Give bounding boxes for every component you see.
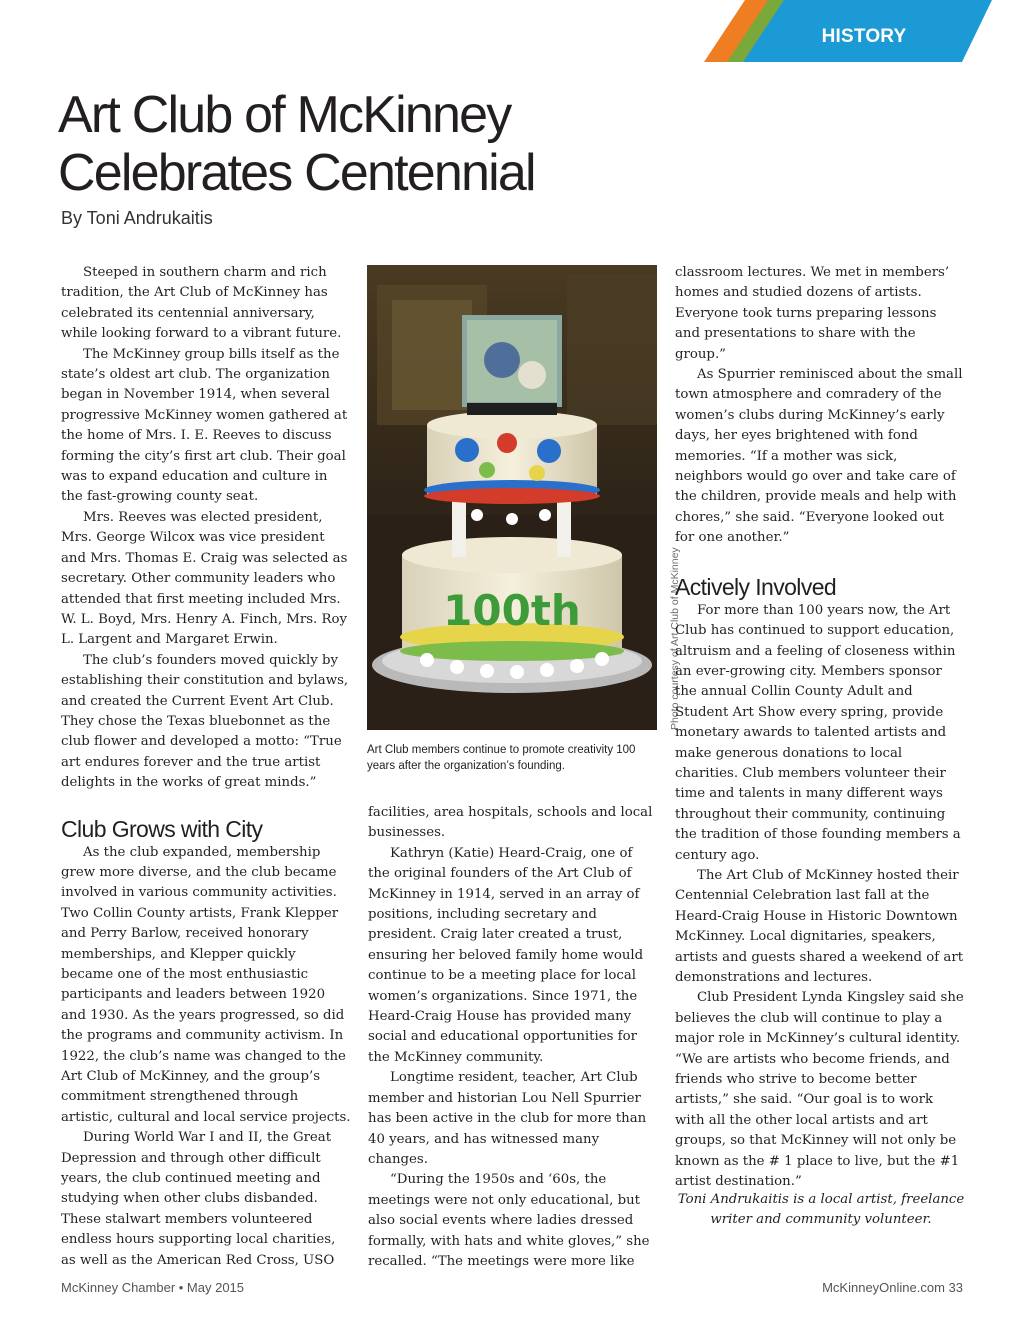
title-line-1: Art Club of McKinney xyxy=(58,86,511,144)
paragraph: Mrs. Reeves was elected president, Mrs. George Wilcox was vice president and Mrs. Thomas E. Craig was selected as secretary. Other community leaders who attended that first meeting included Mrs. W. L. Boyd, Mrs. Henry A. Finch, Mrs. Roy L. Largent and Margaret Erwin. xyxy=(61,509,348,648)
paragraph: For more than 100 years now, the Art Club has continued to support education, altruism and a feeling of closeness within an ever-growing city. Members sponsor the annual Collin County Adult and Student Art Show every spring, provide monetary awards to talented artists and make generous donations to local charities. Club members volunteer their time and talents in many different ways throughout their community, continuing the tradition of those founding members a century ago. xyxy=(675,602,961,863)
paragraph: classroom lectures. We met in members’ homes and studied dozens of artists. Everyone took turns preparing lessons and presentations to share with the group.” xyxy=(675,265,950,362)
paragraph: During World War I and II, the Great Depression and through other difficult years, the club continued meeting and studying when other clubs disbanded. These stalwart members volunteered endless hours supporting local charities, as well as the American Red Cross, USO xyxy=(61,1130,336,1268)
subheading-actively-involved: Actively Involved xyxy=(675,573,837,600)
paragraph: Kathryn (Katie) Heard-Craig, one of the original founders of the Art Club of McKinney in 1914, served in an array of positions, including secretary and president. Craig later created a trust, ensuring her beloved family home would continue to be a meeting place for local women’s organizations. Since 1971, the Heard-Craig House has provided many social and educational opportunities for the McKinney community. xyxy=(368,845,644,1065)
paragraph: facilities, area hospitals, schools and local businesses. xyxy=(368,805,653,841)
column-1 xyxy=(61,263,351,1271)
paragraph: As the club expanded, membership grew more diverse, and the club became involved in various community activities. Two Collin County artists, Frank Klepper and Perry Barlow, received honorary memberships, and Klepper quickly became one of the most enthusiastic participants and leaders between 1920 and 1930. As the years progressed, so did the programs and community activism. In 1922, the club’s name was changed to the Art Club of McKinney, and the group’s commitment strengthened through artistic, cultural and local service projects. xyxy=(61,844,351,1125)
title-line-2: Celebrates Centennial xyxy=(58,144,535,202)
paragraph: Club President Lynda Kingsley said she believes the club will continue to play a major role in McKinney’s cultural identity. “We are artists who become friends, and friends who strive to become better artists,” she said. “Our goal is to work with all the other local artists and art groups, so that McKinney will not only be known as the # 1 place to live, but the #1 artist destination.” xyxy=(675,990,964,1190)
paragraph: Steeped in southern charm and rich tradition, the Art Club of McKinney has celebrated its centennial anniversary, while looking forward to a vibrant future. xyxy=(61,265,342,342)
subheading-club-grows: Club Grows with City xyxy=(61,815,263,842)
paragraph: The Art Club of McKinney hosted their Centennial Celebration last fall at the Heard-Craig House in Historic Downtown McKinney. Local dignitaries, speakers, artists and guests shared a weekend of art demonstrations and lectures. xyxy=(675,867,964,985)
cake-illustration xyxy=(367,265,657,730)
section-label: HISTORY xyxy=(821,26,907,47)
paragraph: As Spurrier reminisced about the small town atmosphere and comradery of the women’s clubs during McKinney’s early days, her eyes brightened with fond memories. “If a mother was sick, neighbors would go over and take care of the children, provide meals and help with chores,” she said. “Everyone looked out for one another.” xyxy=(675,367,963,546)
paragraph: Longtime resident, teacher, Art Club member and historian Lou Nell Spurrier has been active in the club for more than 40 years, and has witnessed many changes. xyxy=(368,1070,647,1167)
paragraph: The club’s founders moved quickly by establishing their constitution and bylaws, and created the Current Event Art Club. They chose the Texas bluebonnet as the club flower and developed a motto: “True art endures forever and the true artist delights in the works of great minds.” xyxy=(61,652,349,791)
photo-caption: Art Club members continue to promote creativity 100 years after the organization’s founding. xyxy=(367,744,636,772)
article-title xyxy=(58,86,698,202)
paragraph: “During the 1950s and ‘60s, the meetings were not only educational, but also social events where ladies dressed formally, with hats and white gloves,” she recalled. “The meetings were more like xyxy=(368,1172,650,1269)
footer-publication: McKinney Chamber • May 2015 xyxy=(61,1280,245,1295)
cake-text: 100th xyxy=(443,586,581,635)
column-3 xyxy=(675,263,965,1192)
column-2 xyxy=(368,803,654,1272)
section-banner xyxy=(0,0,1024,62)
paragraph: The McKinney group bills itself as the state’s oldest art club. The organization began in November 1914, when several progressive McKinney women gathered at the home of Mrs. I. E. Reeves to discuss forming the city’s first art club. Their goal was to expand education and culture in the fast-growing county seat. xyxy=(61,346,348,505)
cake-photo xyxy=(367,265,657,730)
byline: By Toni Andrukaitis xyxy=(61,208,213,228)
footer-page-number: McKinneyOnline.com 33 xyxy=(822,1280,963,1295)
photo-credit: Photo courtesy of Art Club of McKinney xyxy=(669,547,681,730)
author-bio: Toni Andrukaitis is a local artist, freelance writer and community volunteer. xyxy=(677,1192,965,1228)
